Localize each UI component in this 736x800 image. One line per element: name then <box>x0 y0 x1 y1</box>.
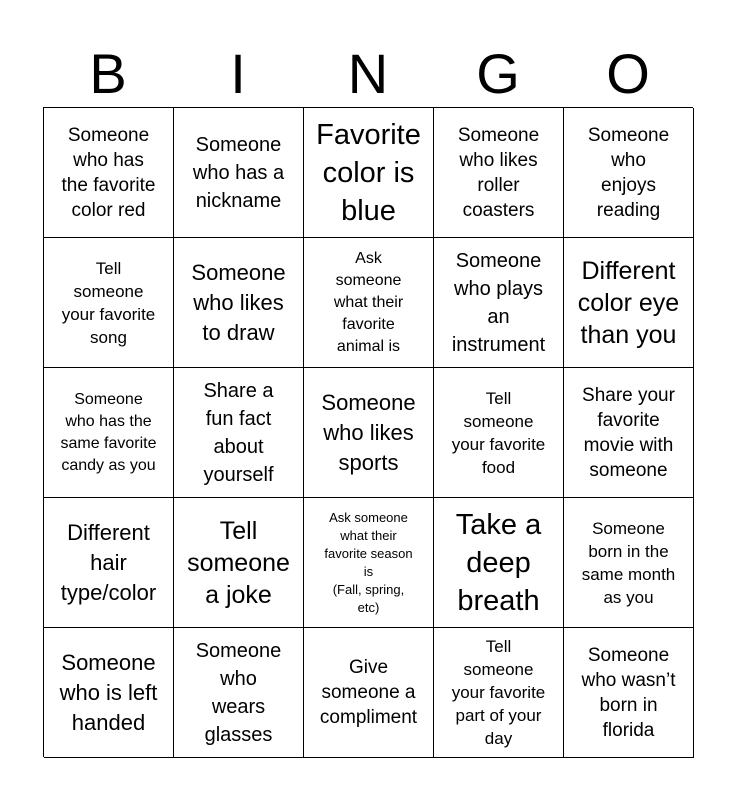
cell-text: Tell someone your favorite part of your day <box>451 637 546 748</box>
bingo-cell[interactable] <box>174 108 304 238</box>
header-letter-o: O <box>606 42 650 105</box>
bingo-cell[interactable] <box>174 498 304 628</box>
cell-text: Favorite color is blue <box>316 118 421 227</box>
header-letter-g: G <box>476 42 520 105</box>
cell-text: Someone who wears glasses <box>195 639 282 746</box>
header-letter-n: N <box>347 42 389 105</box>
cell-text: Someone who is left handed <box>59 649 158 735</box>
bingo-cell[interactable] <box>304 628 434 758</box>
bingo-cell[interactable] <box>174 628 304 758</box>
bingo-cell[interactable] <box>44 628 174 758</box>
bingo-cell[interactable] <box>304 238 434 368</box>
bingo-cell[interactable] <box>564 368 694 498</box>
bingo-cell[interactable] <box>44 368 174 498</box>
cell-text: Different color eye than you <box>577 256 680 349</box>
bingo-cell[interactable] <box>304 108 434 238</box>
cell-text: Someone who likes sports <box>321 389 416 475</box>
header-letter-i: I <box>230 42 246 105</box>
cell-text: Someone who enjoys reading <box>587 124 670 221</box>
cell-text: Someone who wasn’t born in florida <box>581 644 676 741</box>
cell-text: Someone who plays an instrument <box>451 249 546 356</box>
bingo-cell[interactable] <box>434 498 564 628</box>
bingo-header <box>43 40 693 108</box>
cell-text: Someone who likes roller coasters <box>457 124 540 221</box>
bingo-cell[interactable] <box>564 108 694 238</box>
bingo-cell[interactable] <box>564 498 694 628</box>
cell-text: Different hair type/color <box>60 519 157 605</box>
bingo-cell[interactable] <box>44 498 174 628</box>
bingo-cell[interactable] <box>44 108 174 238</box>
cell-text: Someone who has the favorite color red <box>61 124 156 221</box>
header-letter-b: B <box>89 42 127 105</box>
bingo-cell[interactable] <box>174 238 304 368</box>
bingo-cell[interactable] <box>434 628 564 758</box>
cell-text: Ask someone what their favorite animal is <box>333 249 404 355</box>
bingo-cell[interactable] <box>564 238 694 368</box>
cell-text: Tell someone a joke <box>187 516 290 609</box>
bingo-cell[interactable] <box>434 238 564 368</box>
cell-text: Someone who has a nickname <box>192 133 285 212</box>
cell-text: Share a fun fact about yourself <box>203 379 274 486</box>
bingo-cell[interactable] <box>434 368 564 498</box>
cell-text: Tell someone your favorite song <box>61 258 156 347</box>
bingo-cell[interactable] <box>44 238 174 368</box>
cell-text: Tell someone your favorite food <box>451 388 546 477</box>
cell-text: Share your favorite movie with someone <box>582 384 675 481</box>
bingo-cell[interactable] <box>434 108 564 238</box>
bingo-cell[interactable] <box>174 368 304 498</box>
cell-text: Someone born in the same month as you <box>581 518 676 607</box>
cell-text: Ask someone what their favorite season is (Fall, spring, etc) <box>324 509 413 615</box>
cell-text: Give someone a compliment <box>319 657 418 728</box>
cell-text: Take a deep breath <box>455 508 542 617</box>
bingo-cell[interactable] <box>564 628 694 758</box>
cell-text: Someone who likes to draw <box>191 259 286 345</box>
bingo-cell[interactable] <box>304 498 434 628</box>
bingo-cell[interactable] <box>304 368 434 498</box>
cell-text: Someone who has the same favorite candy as you <box>60 390 157 474</box>
bingo-grid <box>43 107 693 757</box>
